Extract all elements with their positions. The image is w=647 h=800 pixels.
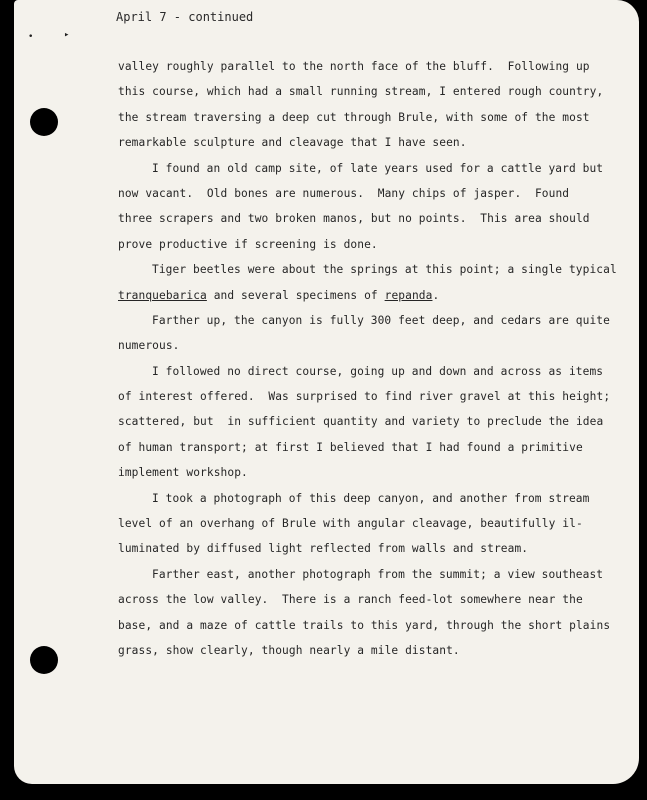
- text-line: I took a photograph of this deep canyon, and another from stream: [152, 491, 590, 505]
- text-line: luminated by diffused light reflected from walls and stream.: [118, 542, 529, 556]
- text-line: of human transport; at first I believed that I had found a primitive: [118, 440, 583, 454]
- text-line: grass, show clearly, though nearly a mile distant.: [118, 643, 460, 657]
- text-line: this course, which had a small running stream, I entered rough country,: [118, 85, 604, 99]
- margin-mark-left: •: [28, 32, 34, 42]
- text-line: Farther east, another photograph from the summit; a view southeast: [152, 567, 604, 581]
- text-line: across the low valley. There is a ranch feed-lot somewhere near the: [118, 593, 583, 607]
- text-fragment: .: [432, 288, 440, 302]
- text-line: of interest offered. Was surprised to find river gravel at this height;: [118, 390, 611, 404]
- text-line: Tiger beetles were about the springs at this point; a single typical: [152, 263, 617, 277]
- species-name-repanda: repanda: [384, 288, 433, 302]
- text-line: now vacant. Old bones are numerous. Many chips of jasper. Found: [118, 186, 570, 200]
- species-name-tranquebarica: tranquebarica: [118, 288, 207, 302]
- text-line: Farther up, the canyon is fully 300 feet deep, and cedars are quite: [152, 313, 610, 327]
- text-line-species: [118, 283, 638, 308]
- text-line: the stream traversing a deep cut through Brule, with some of the most: [118, 110, 590, 124]
- text-line: valley roughly parallel to the north face of the bluff. Following up: [118, 60, 590, 73]
- punch-hole-top: [30, 108, 58, 136]
- margin-mark-right: ▸: [64, 30, 70, 40]
- text-line: three scrapers and two broken manos, but no points. This area should: [118, 212, 590, 226]
- text-line: scattered, but in sufficient quantity and variety to preclude the idea: [118, 415, 604, 429]
- text-line: base, and a maze of cattle trails to this yard, through the short plains: [118, 618, 611, 632]
- page-header: April 7 - continued: [116, 10, 254, 24]
- text-line: prove productive if screening is done.: [118, 237, 378, 251]
- document-page: [14, 0, 639, 784]
- text-line: implement workshop.: [118, 466, 248, 480]
- text-fragment: and several specimens of: [206, 288, 385, 302]
- text-line: I followed no direct course, going up and down and across as items: [152, 364, 604, 378]
- typed-body: [118, 54, 638, 663]
- text-line: I found an old camp site, of late years used for a cattle yard but: [152, 161, 604, 175]
- punch-hole-bottom: [30, 646, 58, 674]
- text-line: level of an overhang of Brule with angular cleavage, beautifully il-: [118, 517, 583, 531]
- text-line: numerous.: [118, 339, 180, 353]
- text-line: remarkable sculpture and cleavage that I have seen.: [118, 136, 467, 150]
